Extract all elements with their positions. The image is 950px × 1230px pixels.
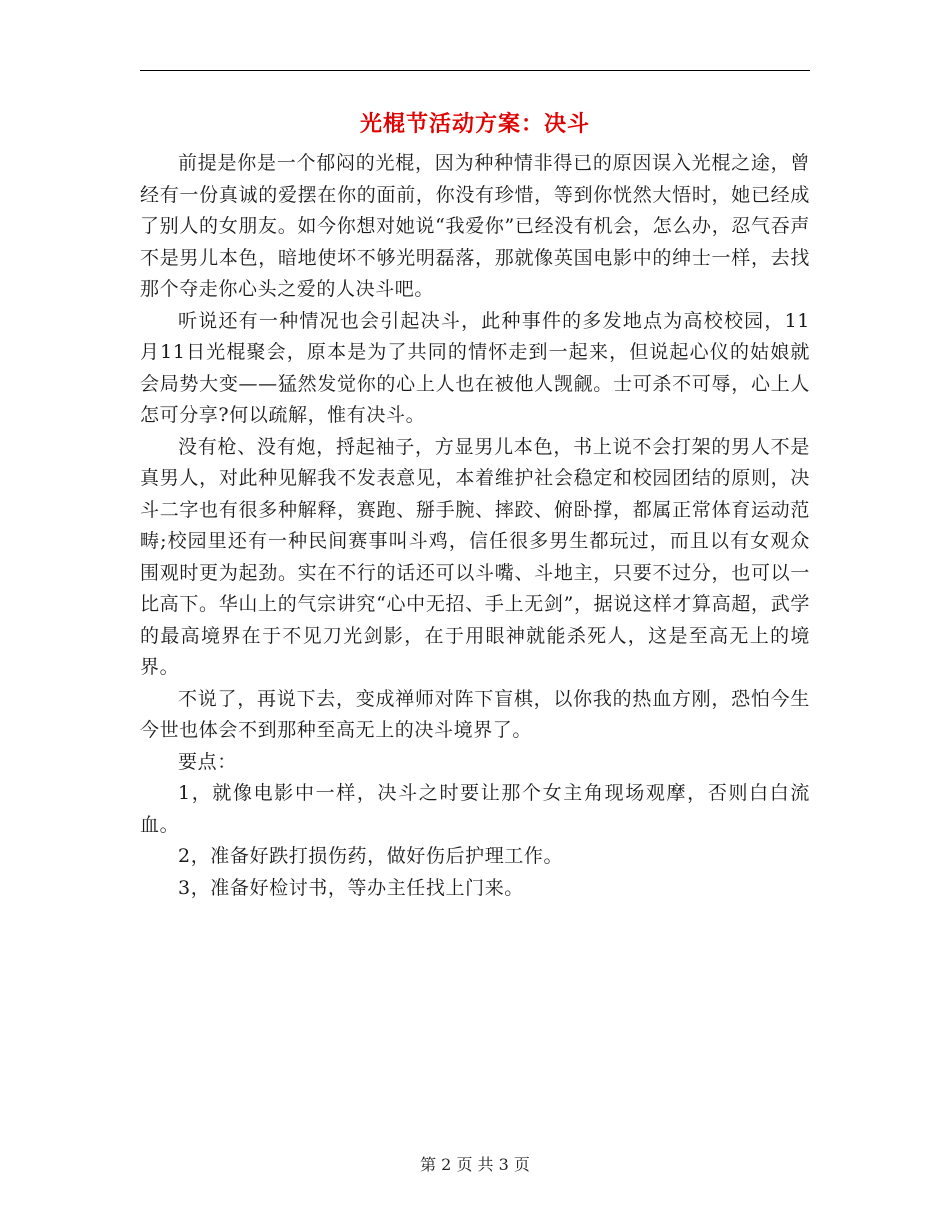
page-number: 第 2 页 共 3 页 bbox=[420, 1155, 530, 1174]
key-point-3: 3，准备好检讨书，等办主任找上门来。 bbox=[178, 876, 524, 899]
key-points-heading: 要点： bbox=[178, 750, 237, 773]
paragraph-campus: 听说还有一种情况也会引起决斗，此种事件的多发地点为高校校园，11月11日光棍聚会，原本是为了共同的情怀走到一起来，但说起心仪的姑娘就会局势大变——猛然发觉你的心上人也在被他人觊觎。士可杀不可辱，心上人怎可分享?何以疏解，惟有决斗。 bbox=[140, 309, 810, 426]
header-rule bbox=[140, 70, 810, 71]
paragraph-premise: 前提是你是一个郁闷的光棍，因为种种情非得已的原因误入光棍之途，曾经有一份真诚的爱摆在你的面前，你没有珍惜，等到你恍然大悟时，她已经成了别人的女朋友。如今你想对她说“我爱你”已经没有机会，怎么办，忍气吞声不是男儿本色，暗地使坏不够光明磊落，那就像英国电影中的绅士一样，去找那个夺走你心头之爱的人决斗吧。 bbox=[140, 152, 810, 300]
paragraph-duel-forms: 没有枪、没有炮，捋起袖子，方显男儿本色，书上说不会打架的男人不是真男人，对此种见解我不发表意见，本着维护社会稳定和校园团结的原则，决斗二字也有很多种解释，赛跑、掰手腕、摔跤、俯卧撑，都属正常体育运动范畴;校园里还有一种民间赛事叫斗鸡，信任很多男生都玩过，而且以有女观众围观时更为起劲。实在不行的话还可以斗嘴、斗地主，只要不过分，也可以一比高下。华山上的气宗讲究“心中无招、手上无剑”，据说这样才算高超，武学的最高境界在于不见刀光剑影，在于用眼神就能杀死人，这是至高无上的境界。 bbox=[140, 435, 810, 678]
key-point-1: 1，就像电影中一样，决斗之时要让那个女主角现场观摩，否则白白流血。 bbox=[140, 782, 810, 836]
paragraph-conclusion: 不说了，再说下去，变成禅师对阵下盲棋，以你我的热血方刚，恐怕今生今世也体会不到那种至高无上的决斗境界了。 bbox=[140, 687, 810, 741]
document-title: 光棍节活动方案：决斗 bbox=[359, 111, 590, 137]
key-point-2: 2，准备好跌打损伤药，做好伤后护理工作。 bbox=[178, 845, 564, 867]
document-body bbox=[140, 148, 810, 904]
